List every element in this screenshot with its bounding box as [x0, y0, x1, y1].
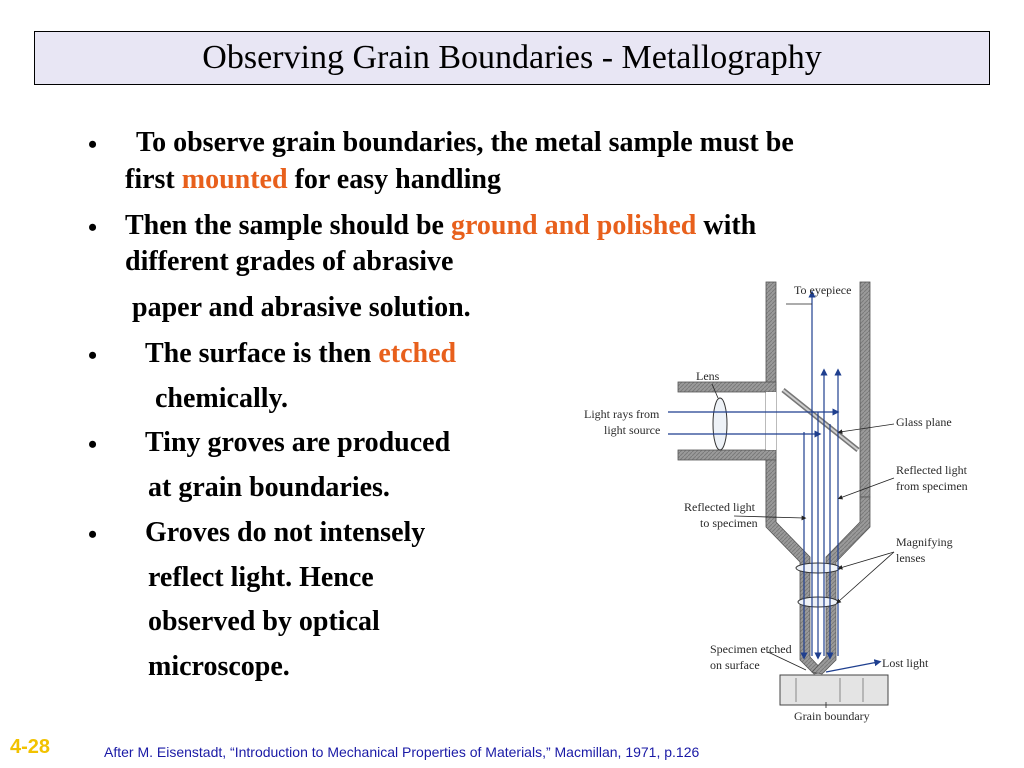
label-grain-boundary: Grain boundary [794, 709, 870, 723]
highlight-ground-polished: ground and polished [450, 210, 697, 241]
label-reflected-from-1: Reflected light [896, 463, 967, 477]
bullet-marker: • [88, 130, 98, 159]
tube-wall-left-mid-cut [766, 392, 776, 450]
bullet-1-line-2: first mounted for easy handling [125, 164, 501, 195]
title-box [34, 31, 990, 85]
tube-wall-right-upper [860, 282, 870, 497]
bullet-4-line-2: at grain boundaries. [148, 472, 390, 503]
label-light-rays-2: light source [604, 423, 661, 437]
bullet-5-line-1: Groves do not intensely [145, 517, 426, 548]
page-title: Observing Grain Boundaries - Metallography [202, 39, 822, 76]
lost-light-ray [826, 662, 878, 672]
tube-wall-right-lower [812, 497, 870, 674]
label-magnifying-2: lenses [896, 551, 926, 565]
label-reflected-to-1: Reflected light [684, 500, 755, 514]
microscope-diagram [568, 272, 993, 732]
bullet-4-line-1: Tiny groves are produced [145, 427, 451, 458]
label-specimen-2: on surface [710, 658, 760, 672]
bullet-3-line-2: chemically. [155, 383, 288, 414]
highlight-etched: etched [378, 338, 457, 369]
highlight-mounted: mounted [181, 164, 288, 195]
bullet-5-line-2: reflect light. Hence [148, 562, 374, 593]
label-to-eyepiece: To eyepiece [794, 283, 852, 297]
side-arm-top-wall [678, 382, 776, 392]
lens-shape [713, 398, 727, 450]
bullet-3-line-1: The surface is then etched [145, 338, 457, 369]
label-glass-plane: Glass plane [896, 415, 952, 429]
bullet-1-line-1: To observe grain boundaries, the metal sample must be [136, 127, 794, 158]
side-arm-bottom-wall [678, 450, 776, 460]
label-lens: Lens [696, 369, 720, 383]
label-magnifying-1: Magnifying [896, 535, 953, 549]
label-specimen-1: Specimen etched [710, 642, 792, 656]
bullet-marker: • [88, 341, 98, 370]
bullet-marker: • [88, 430, 98, 459]
label-reflected-from-2: from specimen [896, 479, 968, 493]
label-light-rays-1: Light rays from [584, 407, 660, 421]
citation-credit: After M. Eisenstadt, “Introduction to Mechanical Properties of Materials,” Macmillan, 1971, p.126 [104, 744, 700, 760]
bullet-5-line-3: observed by optical [148, 606, 380, 637]
bullet-2-line-3: paper and abrasive solution. [132, 292, 471, 323]
bullet-5-line-4: microscope. [148, 651, 290, 682]
label-lost-light: Lost light [882, 656, 929, 670]
bullet-marker: • [88, 520, 98, 549]
bullet-2-line-2: different grades of abrasive [125, 246, 454, 277]
bullet-marker: • [88, 213, 98, 242]
label-reflected-to-2: to specimen [700, 516, 758, 530]
bullet-2-line-1: Then the sample should be ground and polished with [125, 210, 757, 241]
slide-number: 4-28 [10, 736, 51, 758]
